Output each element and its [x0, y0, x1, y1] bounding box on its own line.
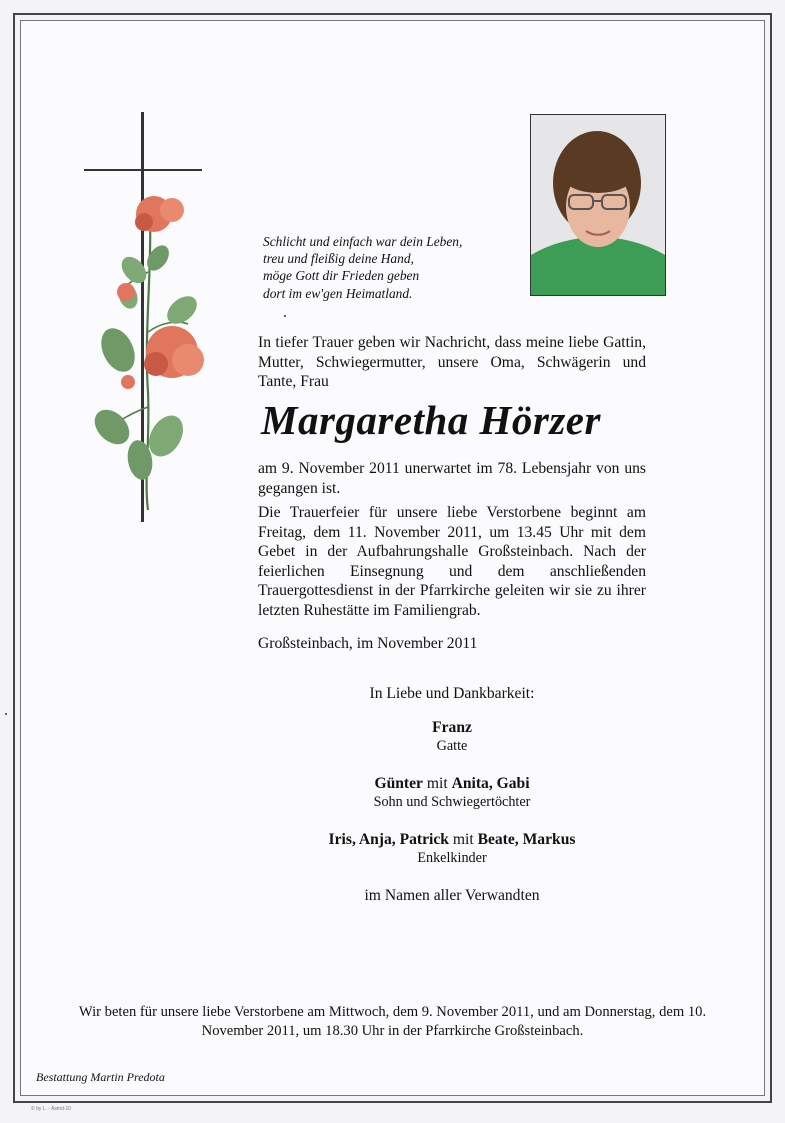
print-dot	[284, 315, 286, 317]
mourner-group	[258, 718, 646, 756]
mourner-relation: Enkelkinder	[417, 850, 487, 866]
funeral-text: Die Trauerfeier für unsere liebe Verstorbene beginnt am Freitag, dem 11. November 2011, um 13.45 Uhr mit dem Gebet in der Aufbahrungshalle Großsteinbach. Nach der feierlichen Einsegnung und dem anschließenden Trauergottesdienst in der Pfarrkirche geleiten wir sie zu ihrer letzten Ruhestätte im Familiengrab.	[258, 504, 646, 619]
mourner-name: Iris, Anja, Patrick	[328, 831, 449, 848]
poem-line: dort im ew'gen Heimatland.	[263, 285, 413, 301]
passing-text: am 9. November 2011 unerwartet im 78. Lebensjahr von uns gegangen ist.	[258, 460, 646, 497]
print-dot	[5, 713, 7, 715]
poem	[263, 233, 528, 302]
mourner-name: Franz	[432, 719, 472, 736]
thanks-line: In Liebe und Dankbarkeit:	[369, 685, 535, 702]
mourner-names	[258, 774, 646, 793]
mourner-name: Günter	[374, 775, 423, 792]
copyright-note: © by L. - Astrid-10	[31, 1106, 72, 1112]
closing-line: im Namen aller Verwandten	[364, 887, 540, 904]
announcement-intro: In tiefer Trauer geben wir Nachricht, dass meine liebe Gattin, Mutter, Schwiegermutter, unsere Oma, Schwägerin und Tante, Frau	[258, 334, 646, 391]
connector: mit	[448, 831, 478, 848]
mourner-name: Anita, Gabi	[451, 775, 530, 792]
place-date: Großsteinbach, im November 2011	[258, 635, 478, 652]
mourner-names	[258, 718, 646, 737]
cross-bar	[84, 169, 202, 171]
prayer-notice: Wir beten für unsere liebe Verstorbene am Mittwoch, dem 9. November 2011, und am Donnerstag, dem 10. November 2011, um 18.30 Uhr in der Pfarrkirche Großsteinbach.	[78, 1004, 707, 1039]
mourner-group	[258, 830, 646, 868]
poem-line: treu und fleißig deine Hand,	[263, 251, 414, 267]
mourner-relation: Sohn und Schwiegertöchter	[373, 794, 531, 810]
poem-line: möge Gott dir Frieden geben	[263, 268, 420, 284]
rose-icon	[92, 192, 222, 512]
mourner-relation: Gatte	[436, 738, 468, 754]
connector: mit	[422, 775, 452, 792]
deceased-name: Margaretha Hörzer	[261, 397, 601, 443]
mourner-name: Beate, Markus	[477, 831, 576, 848]
mourner-group	[258, 774, 646, 812]
poem-line: Schlicht und einfach war dein Leben,	[263, 234, 463, 249]
funeral-home: Bestattung Martin Predota	[36, 1070, 165, 1084]
mourners-section	[258, 684, 646, 905]
portrait-photo	[530, 114, 666, 296]
mourner-names	[258, 830, 646, 849]
